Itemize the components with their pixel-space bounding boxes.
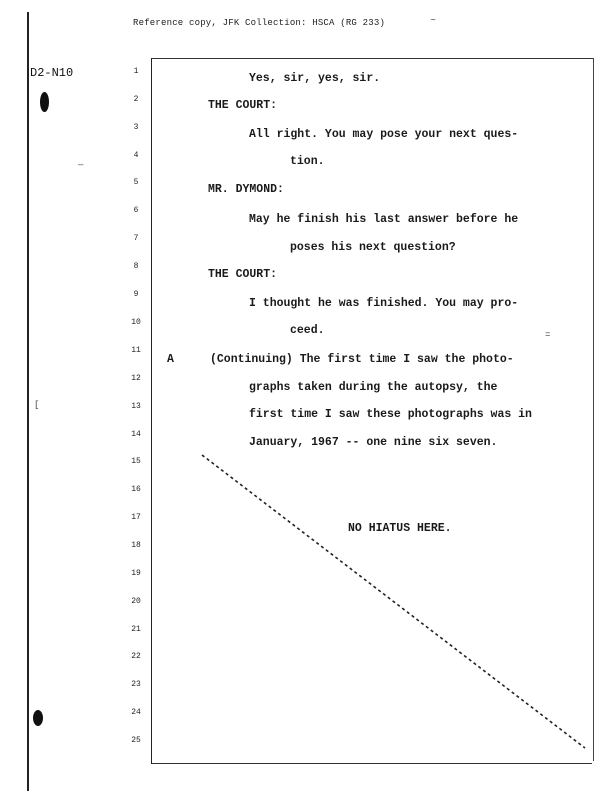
reference-header: Reference copy, JFK Collection: HSCA (RG 233) [133,18,386,28]
line-number: 15 [131,457,141,466]
speaker-label: THE COURT: [208,268,278,281]
line-number: 18 [131,541,141,550]
line-number: 13 [131,402,141,411]
transcript-line: poses his next question? [290,241,456,254]
transcript-line: tion. [290,155,325,168]
line-number: 1 [133,67,139,76]
transcript-line: January, 1967 -- one nine six seven. [249,436,498,449]
line-number: 14 [131,430,141,439]
transcript-line: (Continuing) The first time I saw the photo- [210,353,514,366]
transcript-line: graphs taken during the autopsy, the [249,381,498,394]
line-number: 7 [133,234,139,243]
line-number: 12 [131,374,141,383]
line-number: 21 [131,625,141,634]
line-number: 6 [133,206,139,215]
transcript-line: Yes, sir, yes, sir. [249,72,381,85]
line-number: 9 [133,290,139,299]
line-number: 10 [131,318,141,327]
stray-mark: [ [34,400,40,410]
transcript-line: I thought he was finished. You may pro- [249,297,519,310]
line-number: 24 [131,708,141,717]
speaker-label: THE COURT: [208,99,278,112]
line-number: 11 [131,346,141,355]
speaker-label: MR. DYMOND: [208,183,284,196]
handwritten-mark: ~ [430,16,437,27]
line-number: 2 [133,95,139,104]
line-number: 17 [131,513,141,522]
line-number: 3 [133,123,139,132]
line-number: 25 [131,736,141,745]
line-number: 5 [133,178,139,187]
transcript-line: All right. You may pose your next ques- [249,128,519,141]
line-number: 8 [133,262,139,271]
answer-marker: A [167,353,174,366]
line-number: 16 [131,485,141,494]
line-number: 19 [131,569,141,578]
line-number: 22 [131,652,141,661]
line-number: 4 [133,151,139,160]
line-number: 20 [131,597,141,606]
document-id: D2-N10 [30,66,74,80]
transcript-line: ceed. [290,324,325,337]
line-number: 23 [131,680,141,689]
stray-mark: = [545,330,551,340]
transcript-line: first time I saw these photographs was in [249,408,532,421]
hiatus-note: NO HIATUS HERE. [348,522,452,535]
transcript-line: May he finish his last answer before he [249,213,519,226]
stray-mark: — [78,160,84,170]
